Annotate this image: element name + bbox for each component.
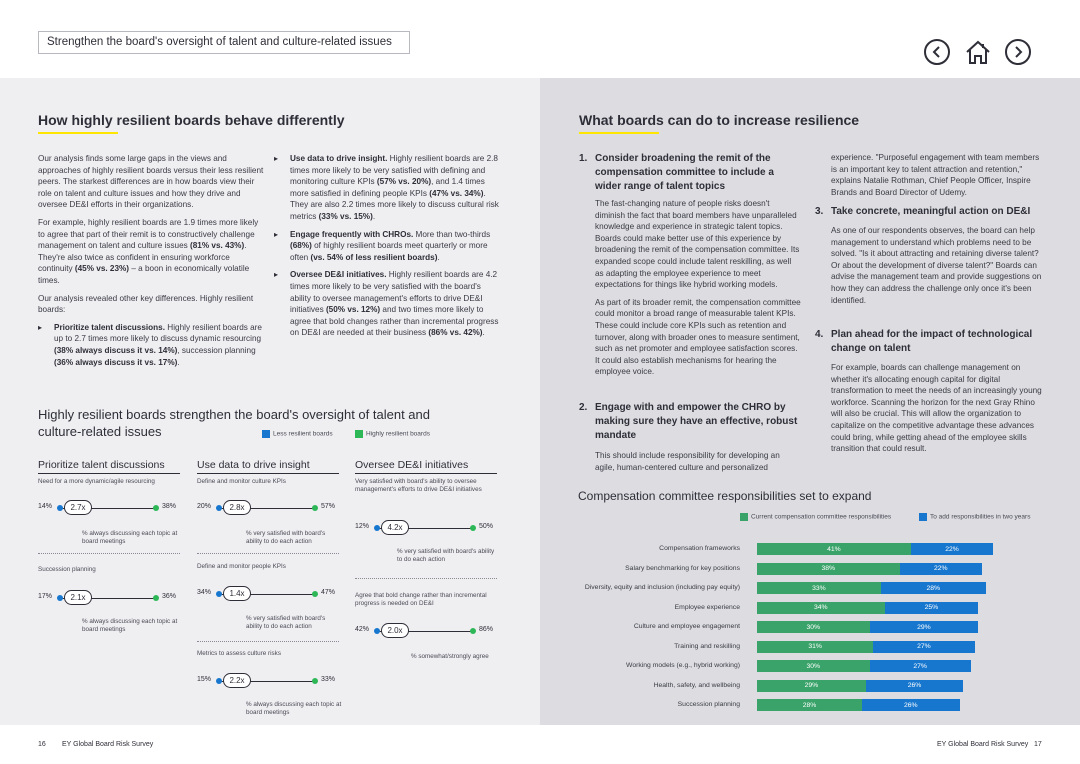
footer-title-left: EY Global Board Risk Survey — [62, 741, 154, 748]
metric-note: % always discussing each topic at board meetings — [82, 618, 178, 633]
metric-high-value: 50% — [479, 523, 494, 530]
bar-category-label: Diversity, equity and inclusion (including pay equity) — [584, 584, 740, 591]
prev-page-button[interactable] — [924, 39, 950, 65]
recommendation-1 — [579, 152, 801, 378]
column-heading: Oversee DE&I initiatives — [355, 459, 469, 471]
metric-low-value: 20% — [197, 503, 212, 510]
metric-high-value: 36% — [162, 593, 177, 600]
bar-current: 41% — [757, 543, 911, 555]
metric-high-dot — [312, 505, 318, 511]
bar-to-add: 22% — [911, 543, 994, 555]
column-heading: Prioritize talent discussions — [38, 459, 165, 471]
chevron-left-icon — [931, 46, 943, 58]
legend-high: Highly resilient boards — [355, 430, 430, 438]
metric-multiplier: 2.0x — [381, 623, 409, 638]
metric-high-value: 33% — [321, 676, 336, 683]
step-number: 2. — [579, 402, 588, 413]
paragraph-continued: experience. "Purposeful engagement with team members is an important key to talent attraction and retention," explains Natalie Rothman, Chief People Officer, Inspire Brands and Board Director of Udemy. — [831, 153, 1040, 197]
metric-less-dot — [216, 591, 222, 597]
bar-to-add: 27% — [870, 660, 971, 672]
bar-to-add: 22% — [900, 563, 983, 575]
title-underline — [38, 132, 118, 134]
metric-multiplier: 2.1x — [64, 590, 92, 605]
metric-high-dot — [312, 678, 318, 684]
infographic-title: Highly resilient boards strengthen the board's oversight of talent and culture-related issues — [38, 407, 430, 439]
bar-current: 30% — [757, 621, 870, 633]
bar-category-label: Compensation frameworks — [659, 545, 740, 552]
chart-legend-add: To add responsibilities in two years — [919, 513, 1030, 521]
step-number: 1. — [579, 153, 588, 164]
divider — [197, 553, 339, 554]
page-number-right: 17 — [1034, 741, 1042, 748]
metric-less-dot — [216, 678, 222, 684]
step-number: 3. — [815, 206, 824, 217]
footer — [0, 725, 1080, 764]
bar-to-add: 25% — [885, 602, 979, 614]
paragraph: As one of our respondents observes, the board can help management to understand which problems need to be solved. "Is it about attracting and retaining diverse talent? Or about the development of diverse talent?" Boards can advise the management team and provide suggestions on how they can address the challenge only once it's been identified. — [831, 226, 1042, 305]
metric-label: Define and monitor culture KPIs — [197, 478, 286, 485]
chevron-right-icon — [1012, 46, 1024, 58]
chart-title: Compensation committee responsibilities set to expand — [578, 489, 872, 503]
step-heading: Engage with and empower the CHRO by making sure they have an effective, robust mandate — [595, 402, 798, 441]
metric-note: % somewhat/strongly agree — [411, 653, 489, 660]
metric-less-dot — [216, 505, 222, 511]
metric-multiplier: 2.7x — [64, 500, 92, 515]
legend-swatch — [919, 513, 927, 521]
paragraph: Our analysis finds some large gaps in the views and approaches of highly resilient boards versus their less resilient peers. The starkest differences are in how boards view their role on talent and culture issues and how they drive and oversee DE&I efforts in their organizations. — [38, 154, 264, 210]
metric-less-dot — [57, 505, 63, 511]
metric-note: % always discussing each topic at board meetings — [246, 701, 342, 716]
bar-to-add: 27% — [873, 641, 974, 653]
divider — [38, 473, 180, 474]
metric-less-dot — [57, 595, 63, 601]
metric-note: % very satisfied with board's ability to do each action — [246, 530, 326, 545]
metric-label: Metrics to assess culture risks — [197, 650, 281, 657]
metric-low-value: 15% — [197, 676, 212, 683]
title-underline — [579, 132, 659, 134]
home-icon — [964, 38, 992, 66]
metric-high-dot — [312, 591, 318, 597]
legend-swatch — [262, 430, 270, 438]
right-section-title: What boards can do to increase resilience — [579, 112, 860, 128]
bar-current: 31% — [757, 641, 873, 653]
metric-note: % very satisfied with board's ability to do each action — [397, 548, 495, 563]
paragraph: The fast-changing nature of people risks doesn't diminish the fact that board members have unparalleled knowledge and experience in strategic talent topics. Boards could make better use of this experience by broadening the remit of the compensation committee. Its expanded scope could include talent reskilling, as well as adapting the employee experience to meet expectations for things like hybrid working models. — [595, 199, 800, 290]
left-column-2 — [274, 153, 502, 339]
metric-high-value: 57% — [321, 503, 336, 510]
bar-to-add: 26% — [866, 680, 964, 692]
right-column-2 — [831, 152, 1043, 198]
metric-high-dot — [153, 505, 159, 511]
metric-label: Succession planning — [38, 566, 96, 573]
page-number-left: 16 — [38, 741, 46, 748]
left-section-title: How highly resilient boards behave differently — [38, 112, 345, 128]
metric-low-value: 12% — [355, 523, 370, 530]
bar-category-label: Employee experience — [674, 603, 740, 611]
bar-to-add: 28% — [881, 582, 986, 594]
legend-swatch — [355, 430, 363, 438]
metric-label: Agree that bold change rather than incremental progress is needed on DE&I — [355, 592, 487, 607]
bullet-item: ▸ Oversee DE&I initiatives. Highly resilient boards are 4.2 times more likely to be very satisfied with the board's ability to oversee management's efforts to drive DE&I initiatives (50% vs. 12%) and two times more likely to agree that bold changes rather than incremental progress on DE&I are needed at their business (86% vs. 42%). — [274, 269, 502, 339]
home-button[interactable] — [964, 38, 992, 66]
metric-high-value: 38% — [162, 503, 177, 510]
bar-chart — [520, 540, 1060, 720]
metric-low-value: 42% — [355, 626, 370, 633]
bullet-item: ▸ Prioritize talent discussions. Highly resilient boards are up to 2.7 times more likely to discuss dynamic resourcing (38% always discuss it vs. 14%), succession planning (36% always discuss it vs. 17%). — [38, 322, 264, 368]
step-heading: Plan ahead for the impact of technological change on talent — [831, 329, 1033, 354]
metric-high-dot — [470, 525, 476, 531]
bar-category-label: Health, safety, and wellbeing — [653, 681, 740, 689]
metric-low-value: 17% — [38, 593, 53, 600]
metric-less-dot — [374, 628, 380, 634]
bar-category-label: Culture and employee engagement — [633, 623, 740, 630]
step-heading: Take concrete, meaningful action on DE&I — [831, 206, 1031, 217]
paragraph: As part of its broader remit, the compensation committee could monitor a broad range of measurable talent KPIs. These could include core KPIs such as retention and turnover, along with broader ones to measure sentiment, such as net promoter and employee satisfaction scores. It could also establish mechanisms for hearing the employee voice. — [595, 297, 801, 377]
next-page-button[interactable] — [1005, 39, 1031, 65]
metric-label: Very satisfied with board's ability to oversee management's efforts to drive DE&I initiatives — [355, 478, 482, 493]
bar-category-label: Working models (e.g., hybrid working) — [626, 662, 740, 669]
metric-note: % always discussing each topic at board meetings — [82, 530, 178, 545]
chart-legend-current: Current compensation committee responsibilities — [740, 513, 891, 521]
recommendation-2 — [579, 401, 801, 443]
bar-category-label: Salary benchmarking for key positions — [625, 564, 740, 572]
metric-high-value: 47% — [321, 589, 336, 596]
bar-current: 34% — [757, 602, 885, 614]
metric-high-dot — [470, 628, 476, 634]
divider — [197, 641, 339, 642]
metric-high-dot — [153, 595, 159, 601]
metric-high-value: 86% — [479, 626, 494, 633]
bar-to-add: 29% — [870, 621, 979, 633]
metric-label: Need for a more dynamic/agile resourcing — [38, 478, 155, 485]
metric-multiplier: 4.2x — [381, 520, 409, 535]
divider — [355, 473, 497, 474]
metric-less-dot — [374, 525, 380, 531]
legend-swatch — [740, 513, 748, 521]
legend-less: Less resilient boards — [262, 430, 333, 438]
divider — [197, 473, 339, 474]
left-column-1 — [38, 153, 264, 368]
bar-category-label: Succession planning — [677, 701, 740, 708]
metric-multiplier: 1.4x — [223, 586, 251, 601]
metric-multiplier: 2.8x — [223, 500, 251, 515]
recommendation-3 — [815, 205, 1043, 306]
bar-current: 33% — [757, 582, 881, 594]
metric-note: % very satisfied with board's ability to do each action — [246, 615, 326, 630]
bar-to-add: 26% — [862, 699, 960, 711]
bar-current: 28% — [757, 699, 862, 711]
paragraph: Our analysis revealed other key differences. Highly resilient boards: — [38, 293, 254, 315]
metric-label: Define and monitor people KPIs — [197, 563, 286, 570]
divider — [355, 578, 497, 579]
divider — [38, 553, 180, 554]
paragraph: For example, boards can challenge management on whether it's allocating enough capital for digital transformation to meet the needs of an increasingly young workforce. Scanning the horizon for the next Gray Rhino will also be crucial. This will allow the organization to capitalize on the competitive advantage these advances could bring, while getting ahead of the employee skills transition that could result. — [831, 363, 1042, 454]
footer-title-right: EY Global Board Risk Survey — [937, 741, 1029, 748]
recommendation-4 — [815, 328, 1043, 455]
bullet-item: ▸ Engage frequently with CHROs. More than two-thirds (68%) of highly resilient boards meet quarterly or more often (vs. 54% of less resilient boards). — [274, 229, 502, 264]
metric-low-value: 34% — [197, 589, 212, 596]
step-heading: Consider broadening the remit of the compensation committee to include a wider range of talent topics — [595, 153, 774, 192]
topic-label: Strengthen the board's oversight of talent and culture-related issues — [38, 31, 410, 54]
paragraph-start: This should include responsibility for developing an agile, human-centered culture and personalized — [595, 451, 780, 472]
step-number: 4. — [815, 329, 824, 340]
metric-low-value: 14% — [38, 503, 53, 510]
bar-current: 30% — [757, 660, 870, 672]
bar-current: 38% — [757, 563, 900, 575]
bar-current: 29% — [757, 680, 866, 692]
paragraph: For example, highly resilient boards are 1.9 times more likely to agree that part of their remit is to constructively challenge management on talent and culture issues (81% vs. 43%). They're also twice as confident in ensuring workforce continuity (45% vs. 23%) – a boon in economically volatile times. — [38, 217, 259, 285]
metric-multiplier: 2.2x — [223, 673, 251, 688]
bar-category-label: Training and reskilling — [674, 642, 740, 650]
column-heading: Use data to drive insight — [197, 459, 310, 471]
bullet-item: ▸ Use data to drive insight. Highly resilient boards are 2.8 times more likely to be very satisfied with defining and monitoring culture KPIs (57% vs. 20%), and 1.4 times more satisfied in defining people KPIs (47% vs. 34%). They are also 2.2 times more likely to discuss cultural risk metrics (33% vs. 15%). — [274, 153, 502, 223]
